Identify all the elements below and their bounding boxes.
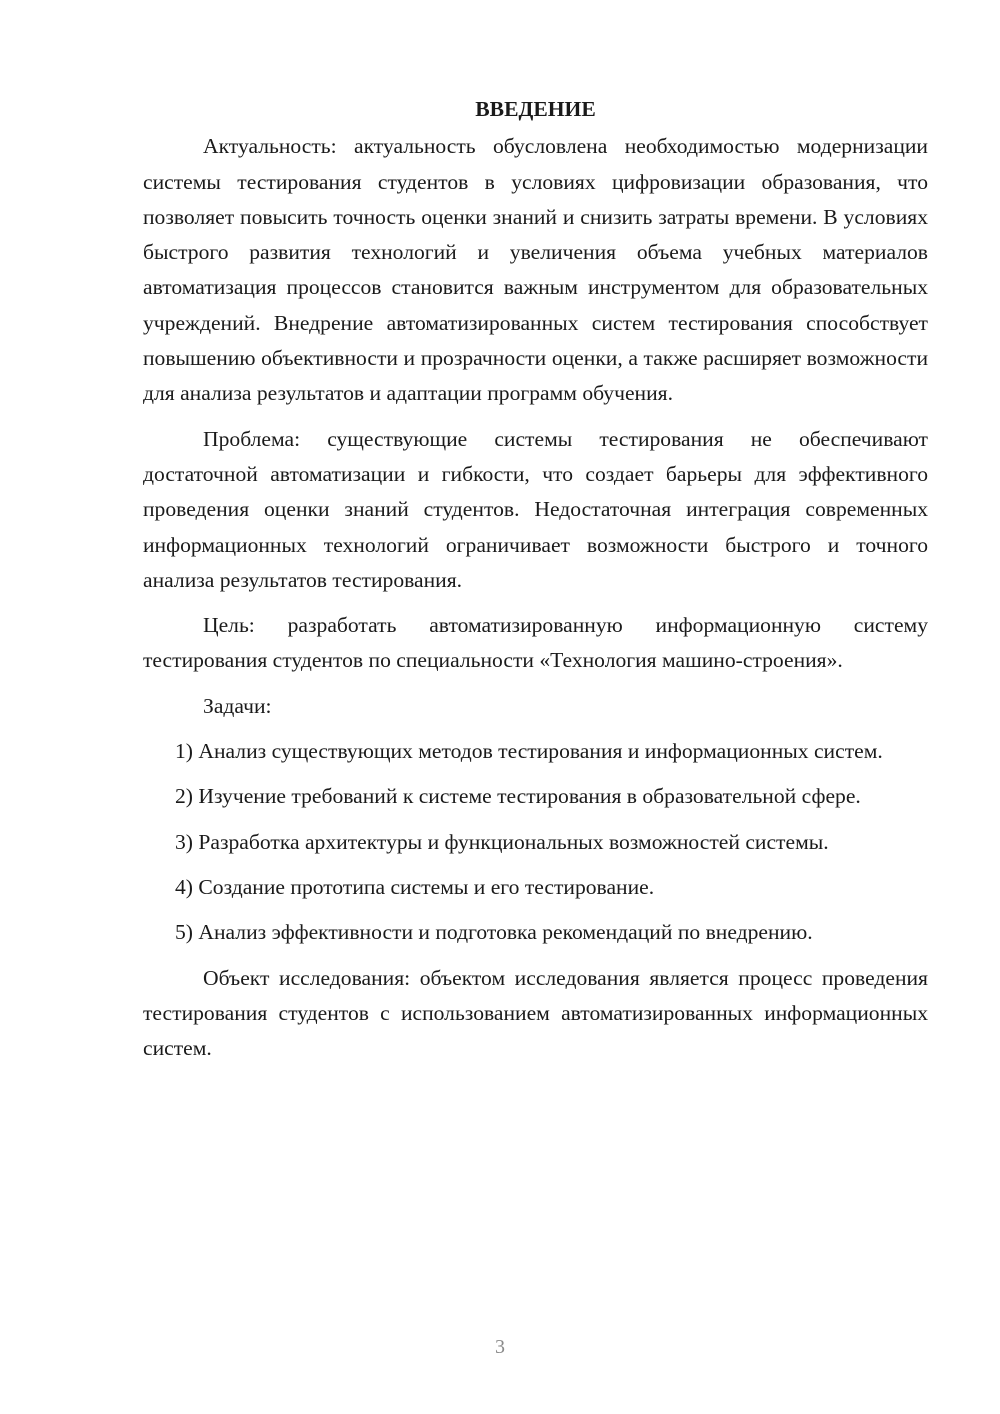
paragraph-relevance: Актуальность: актуальность обусловлена необходимостью модернизации системы тестирования студентов в условиях цифровизации образования, что позволяет повысить точность оценки знаний и снизить затраты времени. В условиях быстрого развития технологий и увеличения объема учебных материалов автоматизация процессов становится важным инструментом для образовательных учреждений. Внедрение автоматизированных систем тестирования способствует повышению объективности и прозрачности оценки, а также расширяет возможности для анализа результатов и адаптации программ обучения. [143, 134, 928, 406]
task-item-1: 1) Анализ существующих методов тестирования и информационных систем. [175, 739, 883, 764]
task-item-4: 4) Создание прототипа системы и его тестирование. [175, 874, 655, 899]
task-item-5: 5) Анализ эффективности и подготовка рекомендаций по внедрению. [175, 920, 813, 945]
section-title: ВВЕДЕНИЕ [475, 97, 596, 121]
paragraph-object: Объект исследования: объектом исследования является процесс проведения тестирования студентов с использованием автоматизированных информационных систем. [143, 965, 928, 1061]
document-page [143, 92, 928, 1076]
paragraph-goal: Цель: разработать автоматизированную информационную систему тестирования студентов по специальности «Технология машино-строения». [143, 613, 928, 673]
paragraph-problem: Проблема: существующие системы тестирования не обеспечивают достаточной автоматизации и гибкости, что создает барьеры для эффективного проведения оценки знаний студентов. Недостаточная интеграция современных информационных технологий ограничивает возможности быстрого и точного анализа результатов тестирования. [143, 426, 928, 592]
page-number: 3 [495, 1336, 505, 1358]
task-item-2: 2) Изучение требований к системе тестирования в образовательной сфере. [175, 784, 861, 809]
tasks-heading: Задачи: [203, 693, 272, 718]
task-item-3: 3) Разработка архитектуры и функциональных возможностей системы. [175, 829, 829, 854]
